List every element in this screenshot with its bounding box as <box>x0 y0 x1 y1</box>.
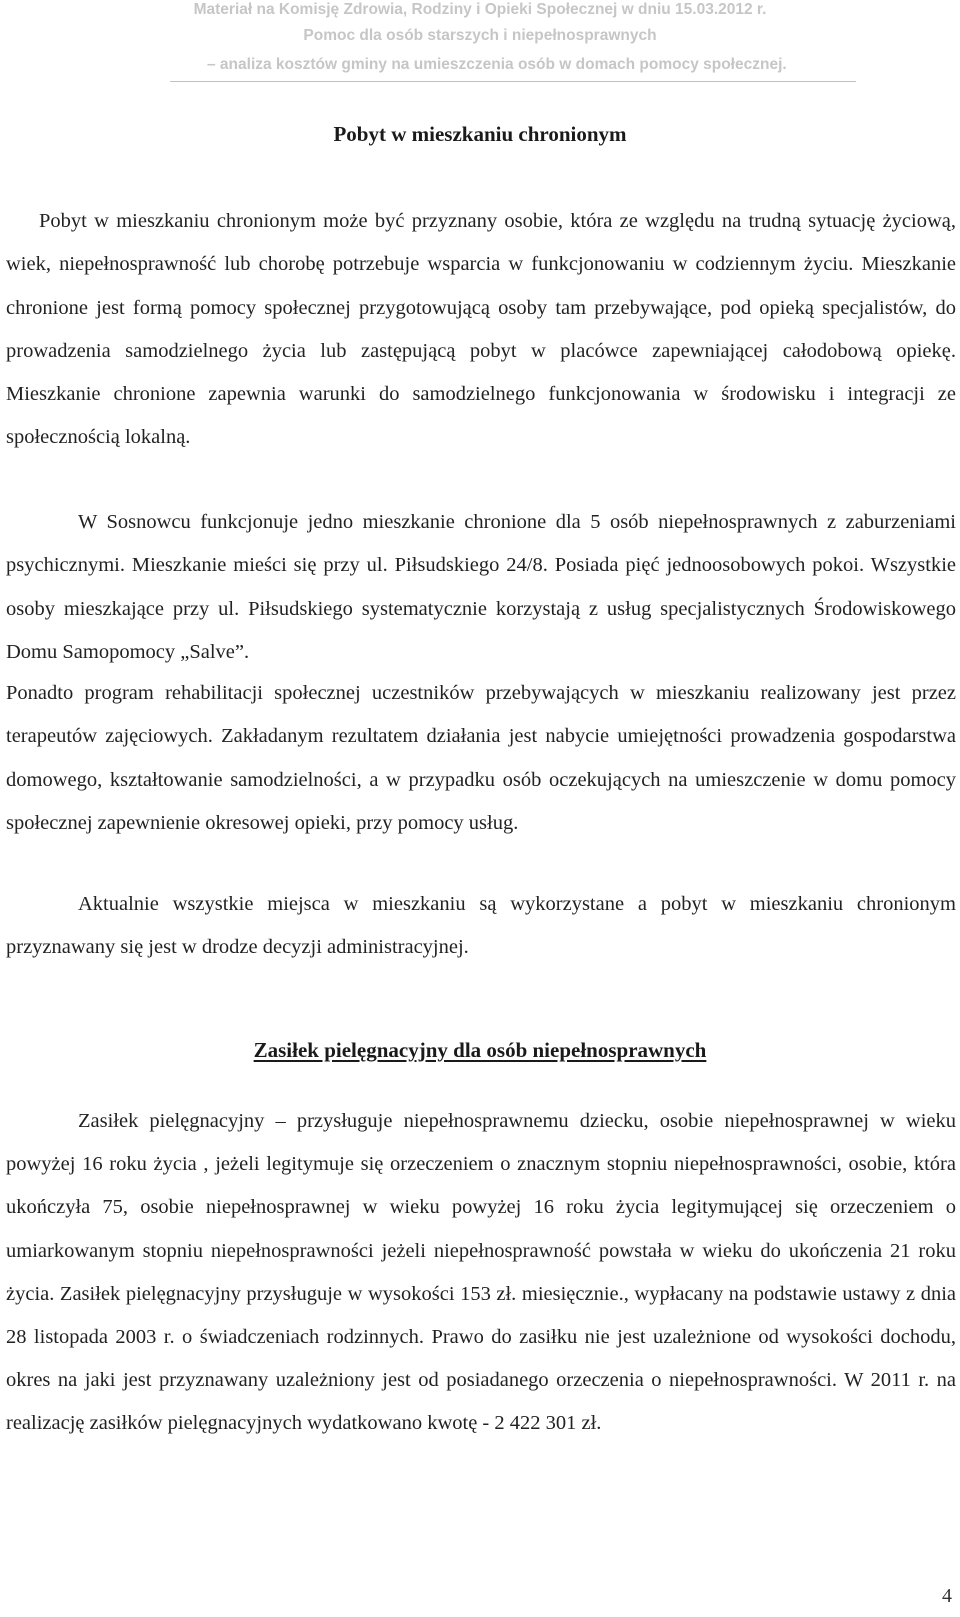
header-divider <box>170 81 856 82</box>
paragraph-mieszkanie-4: Aktualnie wszystkie miejsca w mieszkaniu są wykorzystane a pobyt w mieszkaniu chronionym przyznawany się jest w drodze decyzji administracyjnej. <box>6 893 956 959</box>
paragraph-mieszkanie-3: Ponadto program rehabilitacji społecznej uczestników przebywających w mieszkaniu realizowany jest przez terapeutów zajęciowych. Zakładanym rezultatem działania jest nabycie umiejętności prowadzenia gospodarstwa domowego, kształtowanie samodzielności, a w przypadku osób oczekujących na umieszczenie w domu pomocy społecznej zapewnienie okresowej opieki, przy pomocy usług. <box>6 682 956 834</box>
header-line-1: Materiał na Komisję Zdrowia, Rodziny i Opieki Społecznej w dniu 15.03.2012 r. <box>193 1 767 18</box>
section-title-mieszkanie: Pobyt w mieszkaniu chronionym <box>333 122 627 146</box>
section-title-zasilek: Zasiłek pielęgnacyjny dla osób niepełnosprawnych <box>253 1038 707 1062</box>
header-line-3: – analiza kosztów gminy na umieszczenia osób w domach pomocy społecznej. <box>207 56 787 73</box>
paragraph-zasilek-1: Zasiłek pielęgnacyjny – przysługuje niepełnosprawnemu dziecku, osobie niepełnosprawnej w wieku powyżej 16 roku życia , jeżeli legitymuje się orzeczeniem o znacznym stopniu niepełnosprawności, osobie, która ukończyła 75, osobie niepełnosprawnej w wieku powyżej 16 roku życia legitymującej się orzeczeniem o umiarkowanym stopniu niepełnosprawności jeżeli niepełnosprawność powstała w wieku do ukończenia 21 roku życia. Zasiłek pielęgnacyjny przysługuje w wysokości 153 zł. miesięcznie., wypłacany na podstawie ustawy z dnia 28 listopada 2003 r. o świadczeniach rodzinnych. Prawo do zasiłku nie jest uzależnione od wysokości dochodu, okres na jaki jest przyznawany uzależniony jest od posiadanego orzeczenia o niepełnosprawności. W 2011 r. na realizację zasiłków pielęgnacyjnych wydatkowano kwotę - 2 422 301 zł. <box>6 1110 956 1435</box>
paragraph-mieszkanie-2: W Sosnowcu funkcjonuje jedno mieszkanie chronione dla 5 osób niepełnosprawnych z zaburzeniami psychicznymi. Mieszkanie mieści się przy ul. Piłsudskiego 24/8. Posiada pięć jednoosobowych pokoi. Wszystkie osoby mieszkające przy ul. Piłsudskiego systematycznie korzystają z usług specjalistycznych Środowiskowego Domu Samopomocy „Salve”. <box>6 511 956 663</box>
header-line-2: Pomoc dla osób starszych i niepełnosprawnych <box>303 27 657 44</box>
paragraph-mieszkanie-1: Pobyt w mieszkaniu chronionym może być przyznany osobie, która ze względu na trudną sytuację życiową, wiek, niepełnosprawność lub chorobę potrzebuje wsparcia w funkcjonowaniu w codziennym życiu. Mieszkanie chronione jest formą pomocy społecznej przygotowującą osoby tam przebywające, pod opieką specjalistów, do prowadzenia samodzielnego życia lub zastępującą pobyt w placówce zapewniającej całodobową opiekę. Mieszkanie chronione zapewnia warunki do samodzielnego funkcjonowania w środowisku i integracji ze społecznością lokalną. <box>6 210 956 449</box>
page-number: 4 <box>942 1585 952 1607</box>
